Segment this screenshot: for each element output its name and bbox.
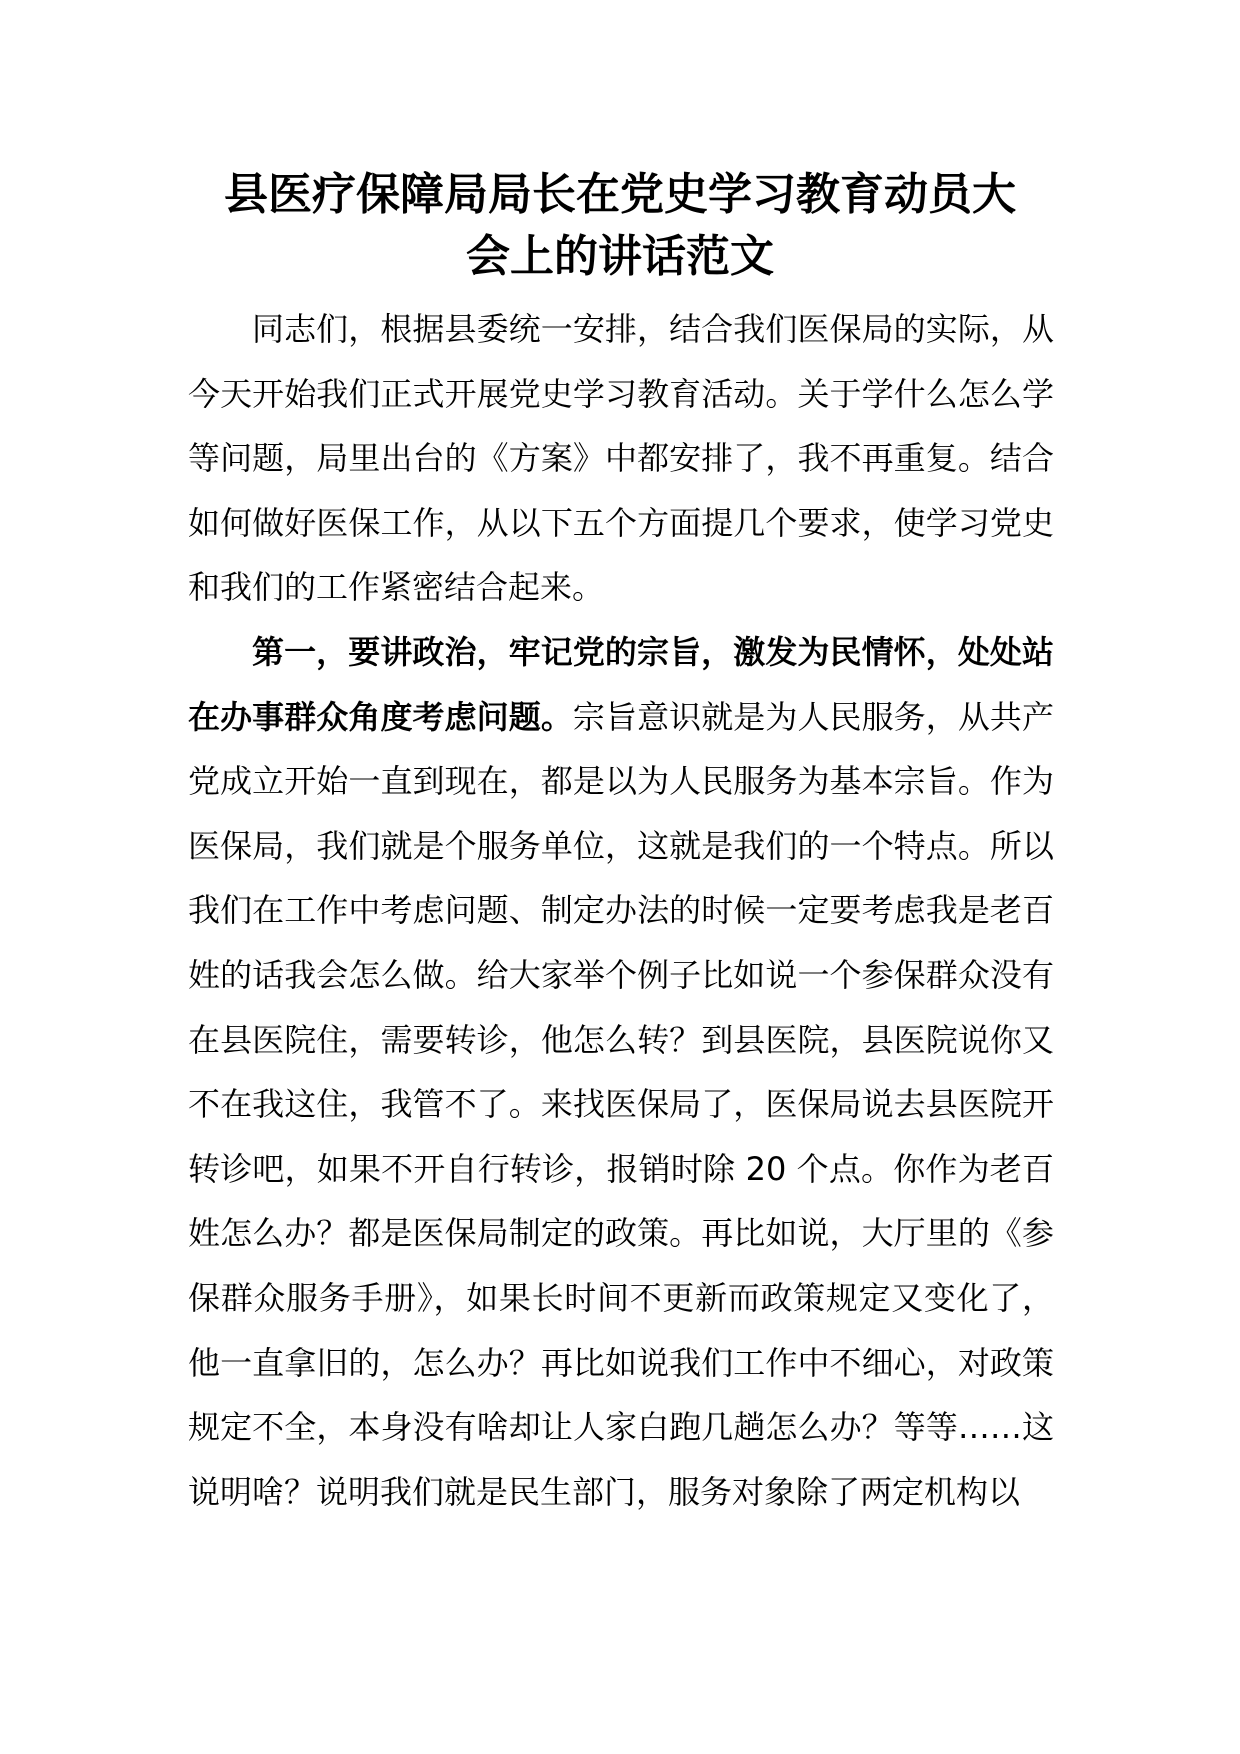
- title-line-1: 县医疗保障局局长在党史学习教育动员大: [224, 169, 1016, 220]
- document-title: [150, 164, 1090, 288]
- paragraph-2-heading: 第一，要讲政治，牢记党的宗旨，激发为民情怀，处处站在办事群众角度考虑问题。: [188, 632, 1054, 736]
- document-body: [188, 297, 1054, 1524]
- title-line-2: 会上的讲话范文: [466, 231, 774, 282]
- paragraph-1: 同志们，根据县委统一安排，结合我们医保局的实际，从今天开始我们正式开展党史学习教育活动。关于学什么怎么学等问题，局里出台的《方案》中都安排了，我不再重复。结合如何做好医保工作，从以下五个方面提几个要求，使学习党史和我们的工作紧密结合起来。: [188, 310, 1054, 607]
- paragraph-2: [188, 620, 1054, 1524]
- paragraph-2-body: 宗旨意识就是为人民服务，从共产党成立开始一直到现在，都是以为人民服务为基本宗旨。作为医保局，我们就是个服务单位，这就是我们的一个特点。所以我们在工作中考虑问题、制定办法的时候一定要考虑我是老百姓的话我会怎么做。给大家举个例子比如说一个参保群众没有在县医院住，需要转诊，他怎么转？到县医院，县医院说你又不在我这住，我管不了。来找医保局了，医保局说去县医院开转诊吧，如果不开自行转诊，报销时除 20 个点。你作为老百姓怎么办？都是医保局制定的政策。再比如说，大厅里的《参保群众服务手册》，如果长时间不更新而政策规定又变化了，他一直拿旧的，怎么办？再比如说我们工作中不细心，对政策规定不全，本身没有啥却让人家白跑几趟怎么办？等等……这说明啥？说明我们就是民生部门，服务对象除了两定机构以: [188, 697, 1054, 1511]
